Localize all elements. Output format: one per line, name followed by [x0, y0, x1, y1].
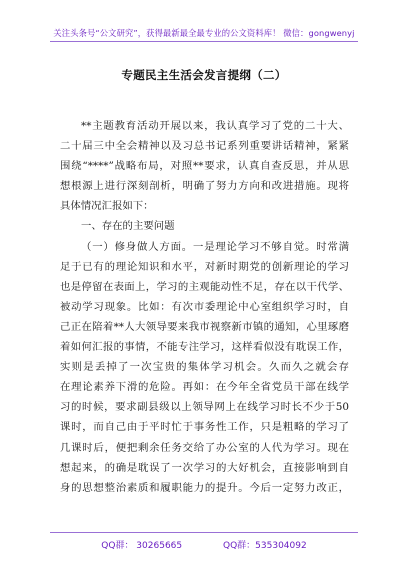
- footer-divider: [50, 532, 358, 533]
- body-line: 实则是丢掉了一次宝贵的集体学习机会。久而久之就会存: [60, 361, 349, 374]
- body-line: 着如何汇报的事情，不能专注学习，这样看似没有耽误工作，: [60, 341, 349, 354]
- body-line: 几课时后，便把剩余任务交给了办公室的人代为学习。现在: [60, 441, 349, 454]
- body-line: 己正在陪着**人大领导要来我市视察新市镇的通知，心里琢磨: [60, 320, 349, 333]
- body-line: 被动学习现象。比如：有次市委理论中心室组织学习时，自: [60, 300, 349, 313]
- body-line: 具体情况汇报如下：: [60, 200, 154, 213]
- footer-qq-group-2: QQ群：535304092: [223, 541, 307, 551]
- body-line: 也是停留在表面上，学习的主观能动性不足，存在以干代学、: [60, 280, 349, 293]
- document-title: 专题民主生活会发言提纲（二）: [121, 68, 287, 82]
- body-line: 课时，而自己由于平时忙于事务性工作，只是粗略的学习了: [60, 421, 349, 434]
- footer-qq-group-1: QQ群： 30265665: [101, 541, 183, 551]
- body-line: 身的思想整治素质和履职能力的提升。今后一定努力改正，: [60, 481, 349, 494]
- section-heading: 一、存在的主要问题: [81, 220, 175, 233]
- body-line: 习的时候，要求副县级以上领导网上在线学习时长不少于50: [60, 401, 349, 414]
- body-line: 足于已有的理论知识和水平，对新时期党的创新理论的学习: [60, 260, 349, 273]
- document-body: [60, 116, 349, 498]
- header-divider: [50, 41, 358, 42]
- header-banner: 关注头条号“公文研究”，获得最新最全最专业的公文资料库！ 微信：gongwenyj: [53, 28, 355, 38]
- body-line: **主题教育活动开展以来，我认真学习了党的二十大、: [81, 120, 349, 132]
- body-line: 二十届三中全会精神以及习总书记系列重要讲话精神，紧紧: [60, 140, 349, 153]
- body-line: 想起来，的确是耽误了一次学习的大好机会，直接影响到自: [60, 461, 349, 474]
- body-line: 围绕“****”战略布局，对照**要求，认真自查反思，并从思: [60, 160, 349, 173]
- body-line: （一）修身做人方面。一是理论学习不够自觉。时常满: [81, 240, 349, 253]
- footer-contacts: [0, 538, 408, 551]
- body-line: 想根源上进行深刻剖析，明确了努力方向和改进措施。现将: [60, 180, 349, 193]
- body-line: 在理论素养下滑的危险。再如：在今年全省党员干部在线学: [60, 381, 349, 394]
